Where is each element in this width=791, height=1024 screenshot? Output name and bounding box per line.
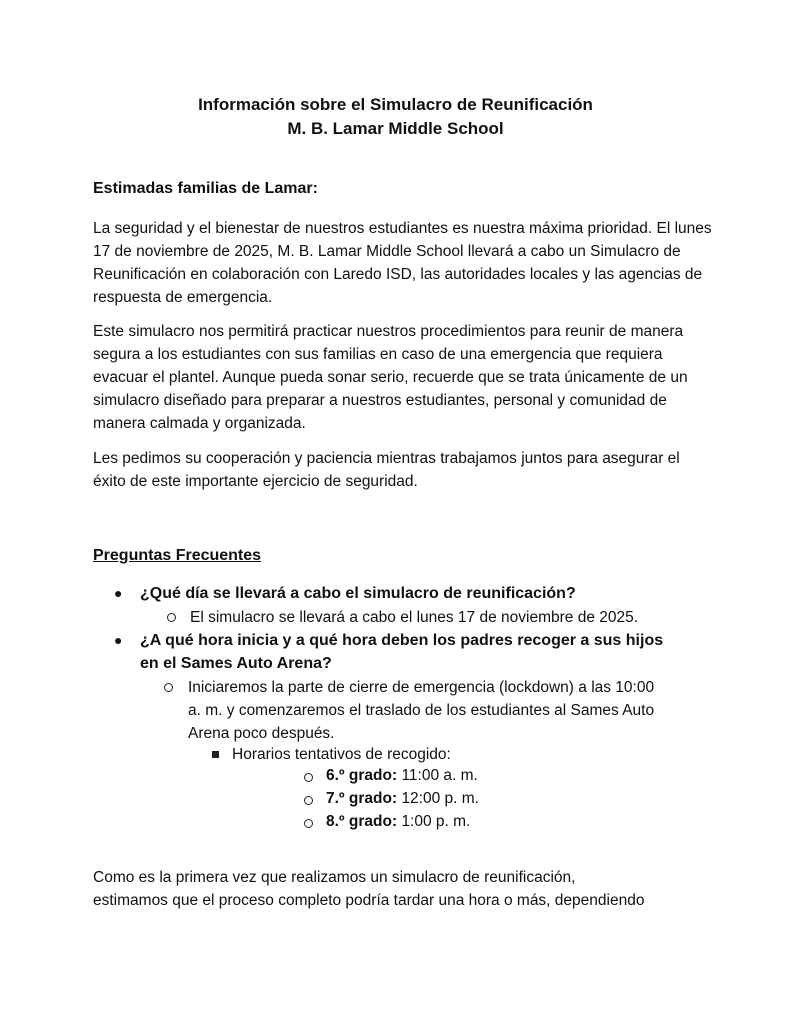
- circle-bullet-icon: [304, 773, 313, 782]
- closing-line-2: estimamos que el proceso completo podría tardar una hora o más, dependiendo: [93, 892, 645, 909]
- grade-label: 6.º grado:: [326, 767, 398, 784]
- closing-line-1: Como es la primera vez que realizamos un simulacro de reunificación,: [93, 869, 576, 886]
- paragraph-cooperation: Les pedimos su cooperación y paciencia mientras trabajamos juntos para asegurar el éxito de este importante ejercicio de seguridad.: [93, 450, 680, 490]
- faq-question-2-line2: en el Sames Auto Arena?: [140, 655, 332, 672]
- circle-bullet-icon: [304, 819, 313, 828]
- faq-question-1: ¿Qué día se llevará a cabo el simulacro de reunificación?: [140, 585, 576, 602]
- pickup-time: 11:00 a. m.: [401, 767, 478, 784]
- pickup-time: 12:00 p. m.: [401, 790, 479, 807]
- circle-bullet-icon: [167, 613, 176, 622]
- paragraph-intro: La seguridad y el bienestar de nuestros estudiantes es nuestra máxima prioridad. El lunes 17 de noviembre de 2025, M. B. Lamar Middle School llevará a cabo un Simulacro de Reunificación en colaboración con Laredo ISD, las autoridades locales y las agencias de respuesta de emergencia.: [93, 220, 712, 306]
- faq-answer-2-line2: a. m. y comenzaremos el traslado de los estudiantes al Sames Auto: [188, 702, 655, 719]
- faq-question-2-line1: ¿A qué hora inicia y a qué hora deben los padres recoger a sus hijos: [140, 632, 664, 649]
- faq-answer-2-line3: Arena poco después.: [188, 725, 335, 742]
- pickup-time-grade-7: [326, 788, 479, 810]
- bullet-icon: ●: [114, 632, 123, 648]
- pickup-time-grade-8: [326, 811, 470, 833]
- circle-bullet-icon: [164, 683, 173, 692]
- circle-bullet-icon: [304, 796, 313, 805]
- pickup-time: 1:00 p. m.: [401, 813, 471, 830]
- schedule-label: Horarios tentativos de recogido:: [232, 746, 451, 763]
- faq-heading: Preguntas Frecuentes: [93, 547, 262, 564]
- document-title: Información sobre el Simulacro de Reunificación: [198, 95, 593, 114]
- school-name: M. B. Lamar Middle School: [287, 119, 504, 138]
- faq-answer-1: El simulacro se llevará a cabo el lunes 17 de noviembre de 2025.: [190, 609, 639, 626]
- grade-label: 7.º grado:: [326, 790, 398, 807]
- square-bullet-icon: [212, 751, 219, 758]
- bullet-icon: ●: [114, 585, 123, 601]
- paragraph-purpose: Este simulacro nos permitirá practicar nuestros procedimientos para reunir de manera segura a los estudiantes con sus familias en caso de una emergencia que requiera evacuar el plantel. Aunque pueda sonar serio, recuerde que se trata únicamente de un simulacro diseñado para preparar a nuestros estudiantes, personal y comunidad de manera calmada y organizada.: [93, 323, 688, 432]
- grade-label: 8.º grado:: [326, 813, 398, 830]
- salutation: Estimadas familias de Lamar:: [93, 180, 318, 197]
- pickup-time-grade-6: [326, 765, 478, 787]
- faq-answer-2-line1: Iniciaremos la parte de cierre de emergencia (lockdown) a las 10:00: [188, 679, 655, 696]
- closing-paragraph: [93, 866, 713, 912]
